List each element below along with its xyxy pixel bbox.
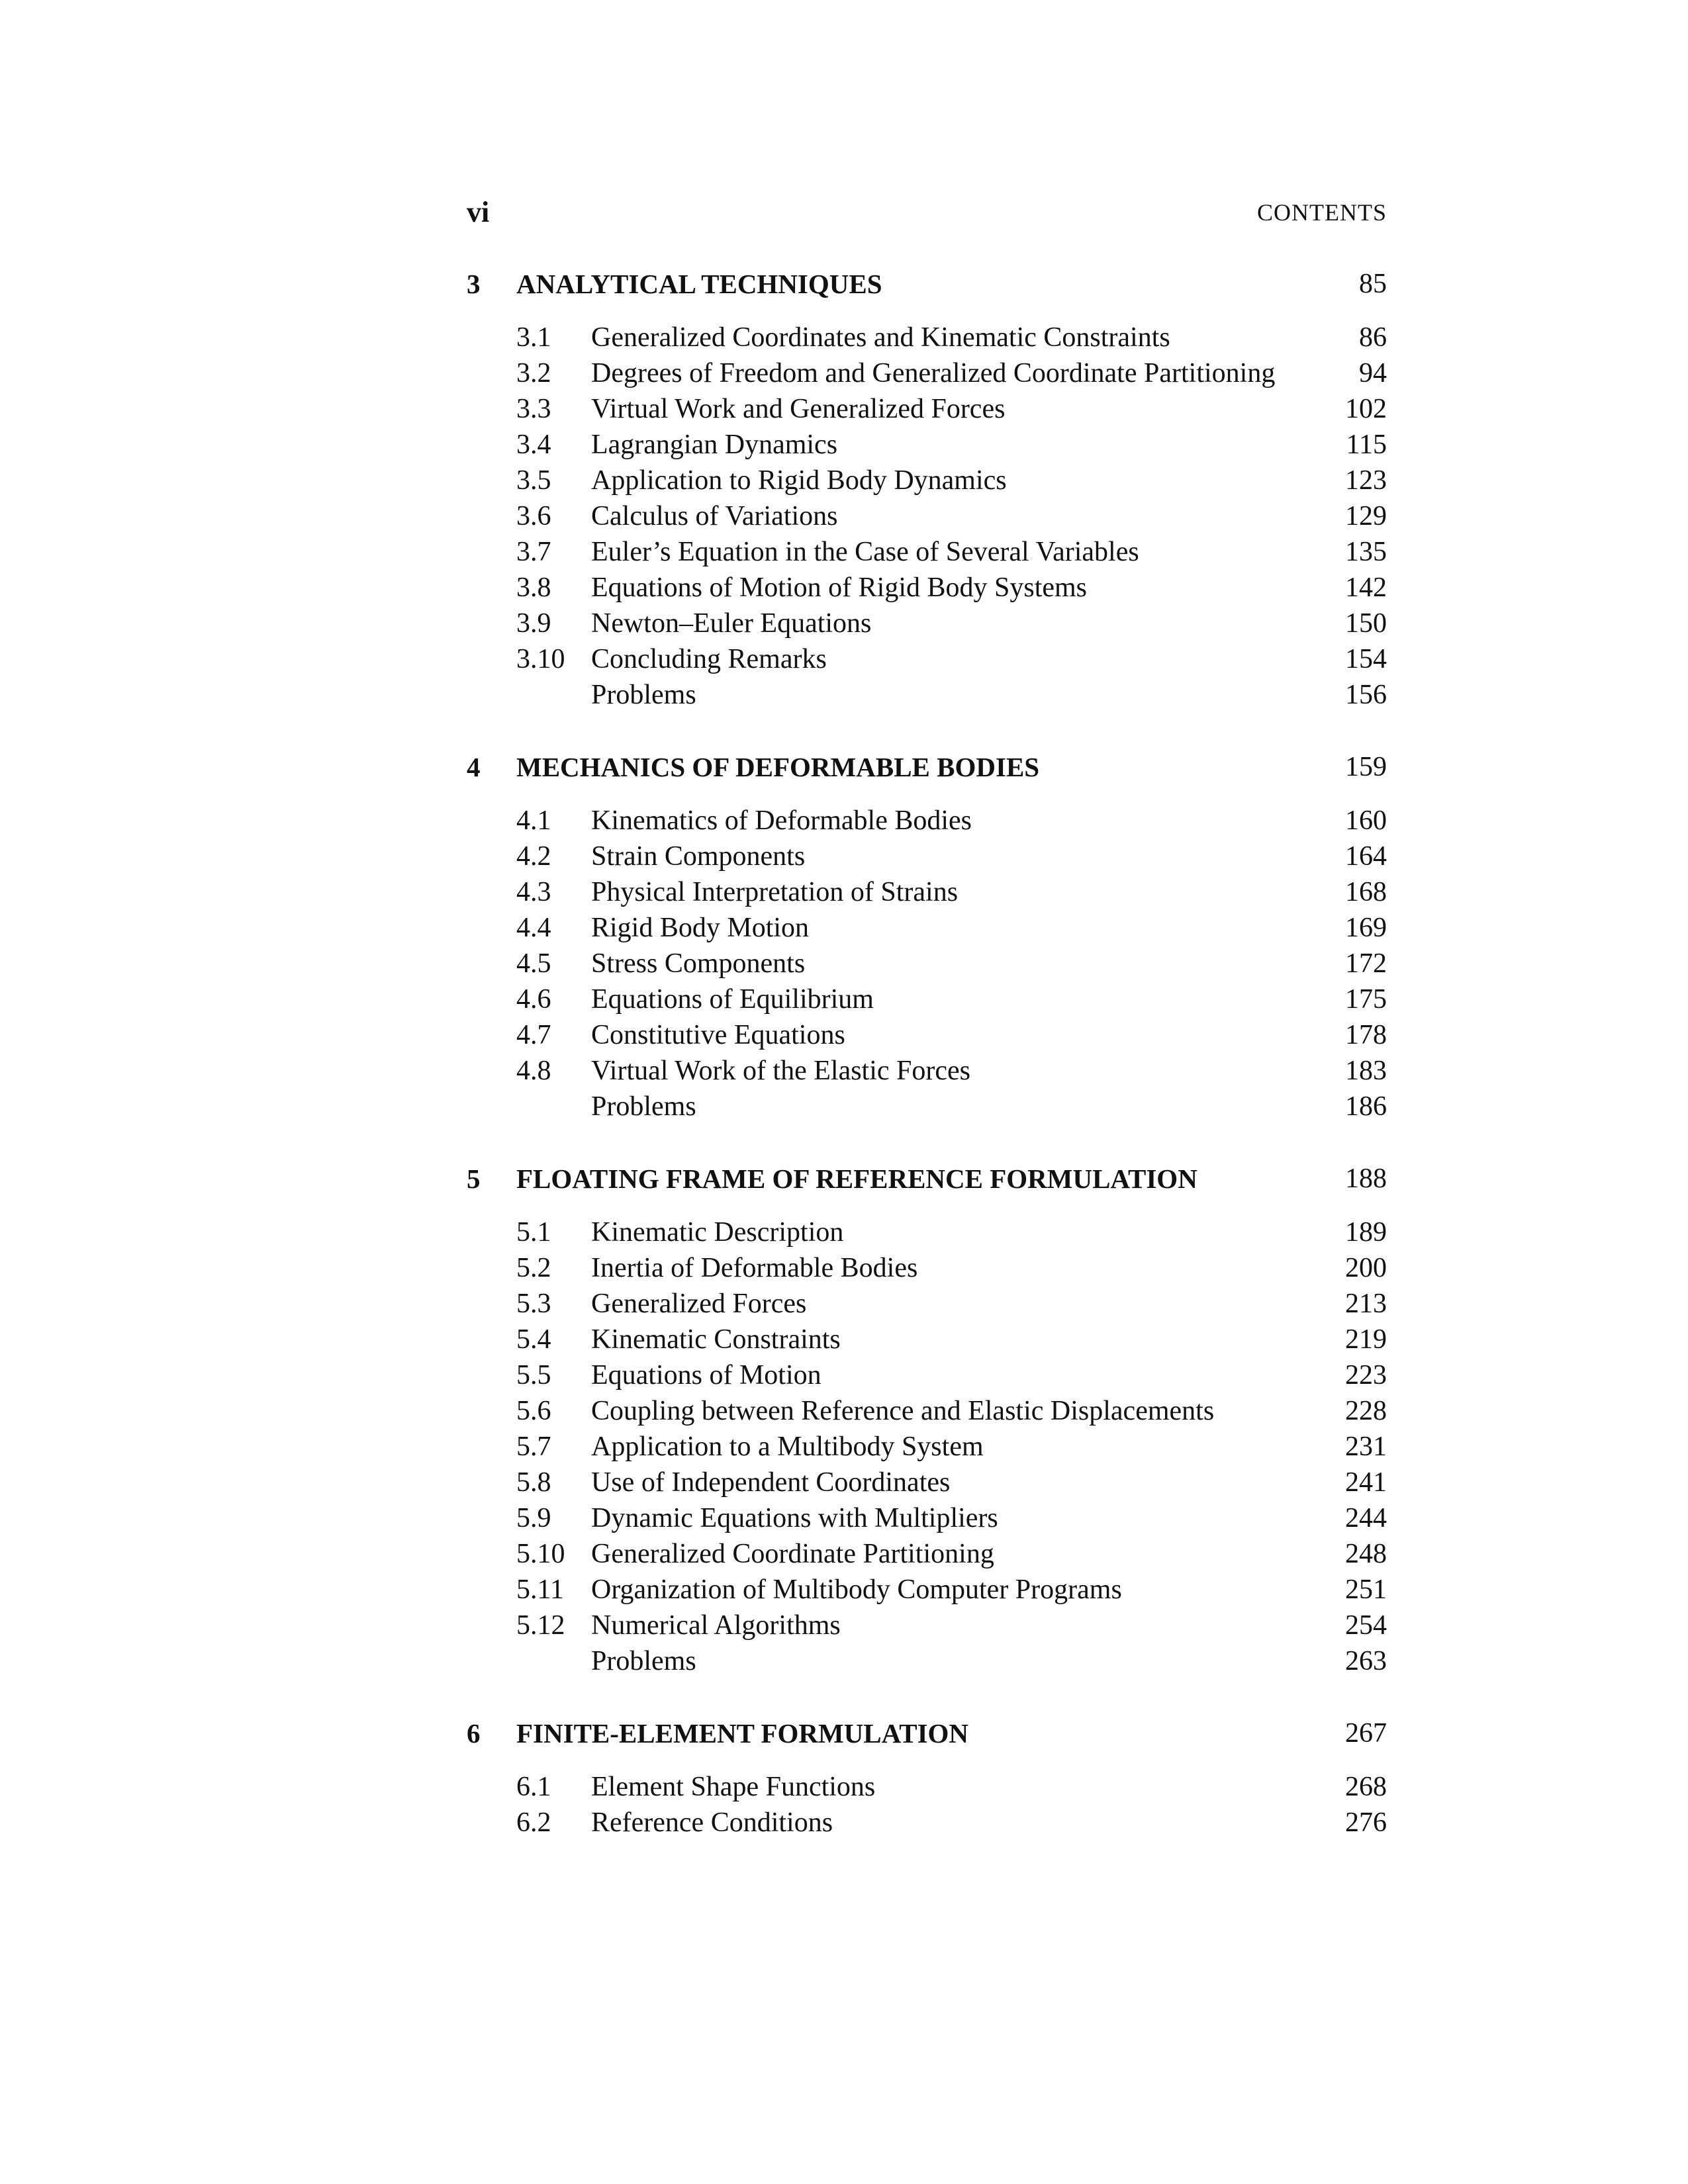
page-number: vi	[467, 196, 490, 228]
section-title: Rigid Body Motion	[591, 913, 810, 943]
section-number: 3.8	[516, 572, 551, 603]
toc-entry[interactable]	[467, 910, 1387, 946]
section-number: 6.1	[516, 1772, 551, 1802]
section-title: Problems	[591, 680, 696, 710]
section-page: 228	[1345, 1396, 1387, 1426]
section-number: 3.9	[516, 608, 551, 639]
chapter-page: 85	[1359, 269, 1387, 299]
toc-entry[interactable]	[467, 1769, 1387, 1805]
chapter-number: 4	[467, 752, 481, 782]
section-page: 241	[1345, 1467, 1387, 1498]
section-title: Newton–Euler Equations	[591, 608, 872, 639]
section-number: 4.2	[516, 841, 551, 872]
chapter-title: MECHANICS OF DEFORMABLE BODIES	[516, 752, 1040, 782]
toc-entry[interactable]	[467, 463, 1387, 498]
section-page: 154	[1345, 644, 1387, 674]
chapter-heading[interactable]	[467, 1715, 1387, 1751]
section-page: 251	[1345, 1574, 1387, 1605]
section-list	[467, 1214, 1387, 1679]
section-title: Equations of Motion	[591, 1360, 821, 1390]
section-number: 5.1	[516, 1217, 551, 1248]
section-page: 169	[1345, 913, 1387, 943]
toc-entry[interactable]	[467, 1572, 1387, 1608]
section-number: 4.6	[516, 984, 551, 1015]
chapter-heading[interactable]	[467, 749, 1387, 785]
section-title: Application to a Multibody System	[591, 1432, 984, 1462]
section-page: 94	[1359, 358, 1387, 388]
section-page: 276	[1345, 1807, 1387, 1838]
running-title: CONTENTS	[1257, 199, 1387, 226]
section-title: Virtual Work of the Elastic Forces	[591, 1056, 971, 1086]
section-page: 244	[1345, 1503, 1387, 1533]
section-number: 3.10	[516, 644, 565, 674]
section-number: 5.7	[516, 1432, 551, 1462]
chapter-number: 3	[467, 269, 481, 299]
section-number: 3.3	[516, 394, 551, 424]
section-page: 142	[1345, 572, 1387, 603]
section-title: Kinematics of Deformable Bodies	[591, 805, 972, 836]
section-number: 4.5	[516, 948, 551, 979]
section-title: Concluding Remarks	[591, 644, 827, 674]
section-title: Use of Independent Coordinates	[591, 1467, 951, 1498]
toc-entry[interactable]	[467, 1214, 1387, 1250]
toc-entry[interactable]	[467, 1429, 1387, 1465]
toc-entry[interactable]	[467, 1053, 1387, 1089]
section-number: 4.7	[516, 1020, 551, 1050]
section-number: 3.6	[516, 501, 551, 531]
chapter-page: 267	[1345, 1718, 1387, 1749]
section-page: 168	[1345, 877, 1387, 907]
section-page: 135	[1345, 537, 1387, 567]
toc-entry[interactable]	[467, 1608, 1387, 1643]
section-title: Problems	[591, 1091, 696, 1122]
toc-entry[interactable]	[467, 1250, 1387, 1286]
section-title: Strain Components	[591, 841, 806, 872]
toc-entry[interactable]	[467, 1465, 1387, 1500]
section-title: Stress Components	[591, 948, 806, 979]
chapter-heading[interactable]	[467, 1161, 1387, 1197]
section-number: 4.1	[516, 805, 551, 836]
toc-entry[interactable]	[467, 320, 1387, 355]
section-page: 263	[1345, 1646, 1387, 1676]
toc-entry[interactable]	[467, 570, 1387, 606]
running-header	[467, 195, 1387, 230]
section-title: Generalized Coordinates and Kinematic Constraints	[591, 322, 1170, 353]
section-page: 213	[1345, 1289, 1387, 1319]
section-title: Euler’s Equation in the Case of Several Variables	[591, 537, 1139, 567]
section-page: 268	[1345, 1772, 1387, 1802]
chapter-page: 159	[1345, 752, 1387, 782]
section-title: Dynamic Equations with Multipliers	[591, 1503, 998, 1533]
toc-entry[interactable]	[467, 839, 1387, 874]
section-page: 150	[1345, 608, 1387, 639]
toc-entry[interactable]	[467, 606, 1387, 641]
section-title: Coupling between Reference and Elastic Displacements	[591, 1396, 1215, 1426]
section-number: 5.6	[516, 1396, 551, 1426]
section-title: Lagrangian Dynamics	[591, 430, 838, 460]
section-number: 3.4	[516, 430, 551, 460]
section-page: 86	[1359, 322, 1387, 353]
toc-entry[interactable]	[467, 1500, 1387, 1536]
section-title: Equations of Motion of Rigid Body Systems	[591, 572, 1088, 603]
chapter-title: ANALYTICAL TECHNIQUES	[516, 269, 882, 299]
toc-entry[interactable]	[467, 1393, 1387, 1429]
section-list	[467, 1769, 1387, 1841]
section-title: Kinematic Description	[591, 1217, 844, 1248]
table-of-contents	[467, 266, 1387, 1841]
section-number: 5.8	[516, 1467, 551, 1498]
section-number: 5.9	[516, 1503, 551, 1533]
chapter-heading[interactable]	[467, 266, 1387, 302]
toc-entry[interactable]	[467, 1805, 1387, 1841]
section-page: 115	[1346, 430, 1387, 460]
section-number: 5.2	[516, 1253, 551, 1283]
toc-entry[interactable]	[467, 1322, 1387, 1357]
section-title: Inertia of Deformable Bodies	[591, 1253, 918, 1283]
section-title: Element Shape Functions	[591, 1772, 876, 1802]
toc-entry[interactable]	[467, 946, 1387, 981]
section-page: 231	[1345, 1432, 1387, 1462]
section-page: 186	[1345, 1091, 1387, 1122]
section-title: Physical Interpretation of Strains	[591, 877, 959, 907]
section-page: 254	[1345, 1610, 1387, 1641]
section-number: 5.4	[516, 1324, 551, 1355]
section-number: 3.7	[516, 537, 551, 567]
section-title: Numerical Algorithms	[591, 1610, 841, 1641]
section-number: 4.3	[516, 877, 551, 907]
toc-entry[interactable]	[467, 1286, 1387, 1322]
section-title: Virtual Work and Generalized Forces	[591, 394, 1006, 424]
chapter-title: FINITE-ELEMENT FORMULATION	[516, 1718, 969, 1749]
section-number: 3.1	[516, 322, 551, 353]
section-page: 129	[1345, 501, 1387, 531]
section-number: 3.2	[516, 358, 551, 388]
section-title: Generalized Forces	[591, 1289, 807, 1319]
toc-entry[interactable]	[467, 498, 1387, 534]
section-title: Kinematic Constraints	[591, 1324, 841, 1355]
toc-entry[interactable]	[467, 1643, 1387, 1679]
section-number: 5.5	[516, 1360, 551, 1390]
section-page: 223	[1345, 1360, 1387, 1390]
section-page: 200	[1345, 1253, 1387, 1283]
toc-entry[interactable]	[467, 981, 1387, 1017]
section-list	[467, 803, 1387, 1124]
section-page: 183	[1345, 1056, 1387, 1086]
section-number: 3.5	[516, 465, 551, 496]
toc-entry[interactable]	[467, 803, 1387, 839]
section-page: 189	[1345, 1217, 1387, 1248]
toc-entry[interactable]	[467, 641, 1387, 677]
section-number: 4.8	[516, 1056, 551, 1086]
section-list	[467, 320, 1387, 713]
section-page: 156	[1345, 680, 1387, 710]
chapter-number: 6	[467, 1718, 481, 1749]
section-page: 219	[1345, 1324, 1387, 1355]
toc-entry[interactable]	[467, 677, 1387, 713]
toc-entry[interactable]	[467, 427, 1387, 463]
section-page: 175	[1345, 984, 1387, 1015]
section-page: 178	[1345, 1020, 1387, 1050]
toc-entry[interactable]	[467, 1089, 1387, 1124]
section-number: 4.4	[516, 913, 551, 943]
section-number: 5.12	[516, 1610, 565, 1641]
section-title: Problems	[591, 1646, 696, 1676]
toc-entry[interactable]	[467, 534, 1387, 570]
section-page: 123	[1345, 465, 1387, 496]
section-page: 164	[1345, 841, 1387, 872]
section-title: Generalized Coordinate Partitioning	[591, 1539, 994, 1569]
section-title: Degrees of Freedom and Generalized Coordinate Partitioning	[591, 358, 1276, 388]
section-title: Constitutive Equations	[591, 1020, 845, 1050]
chapter-number: 5	[467, 1163, 481, 1194]
section-page: 160	[1345, 805, 1387, 836]
toc-entry[interactable]	[467, 874, 1387, 910]
section-number: 6.2	[516, 1807, 551, 1838]
toc-entry[interactable]	[467, 355, 1387, 391]
section-page: 172	[1345, 948, 1387, 979]
toc-entry[interactable]	[467, 1536, 1387, 1572]
section-title: Equations of Equilibrium	[591, 984, 874, 1015]
section-number: 5.3	[516, 1289, 551, 1319]
section-number: 5.11	[516, 1574, 564, 1605]
section-title: Calculus of Variations	[591, 501, 838, 531]
section-title: Reference Conditions	[591, 1807, 833, 1838]
section-page: 102	[1345, 394, 1387, 424]
toc-entry[interactable]	[467, 1017, 1387, 1053]
toc-entry[interactable]	[467, 1357, 1387, 1393]
section-title: Organization of Multibody Computer Programs	[591, 1574, 1122, 1605]
chapter-page: 188	[1345, 1163, 1387, 1194]
section-number: 5.10	[516, 1539, 565, 1569]
section-page: 248	[1345, 1539, 1387, 1569]
chapter-title: FLOATING FRAME OF REFERENCE FORMULATION	[516, 1163, 1197, 1194]
section-title: Application to Rigid Body Dynamics	[591, 465, 1007, 496]
toc-entry[interactable]	[467, 391, 1387, 427]
